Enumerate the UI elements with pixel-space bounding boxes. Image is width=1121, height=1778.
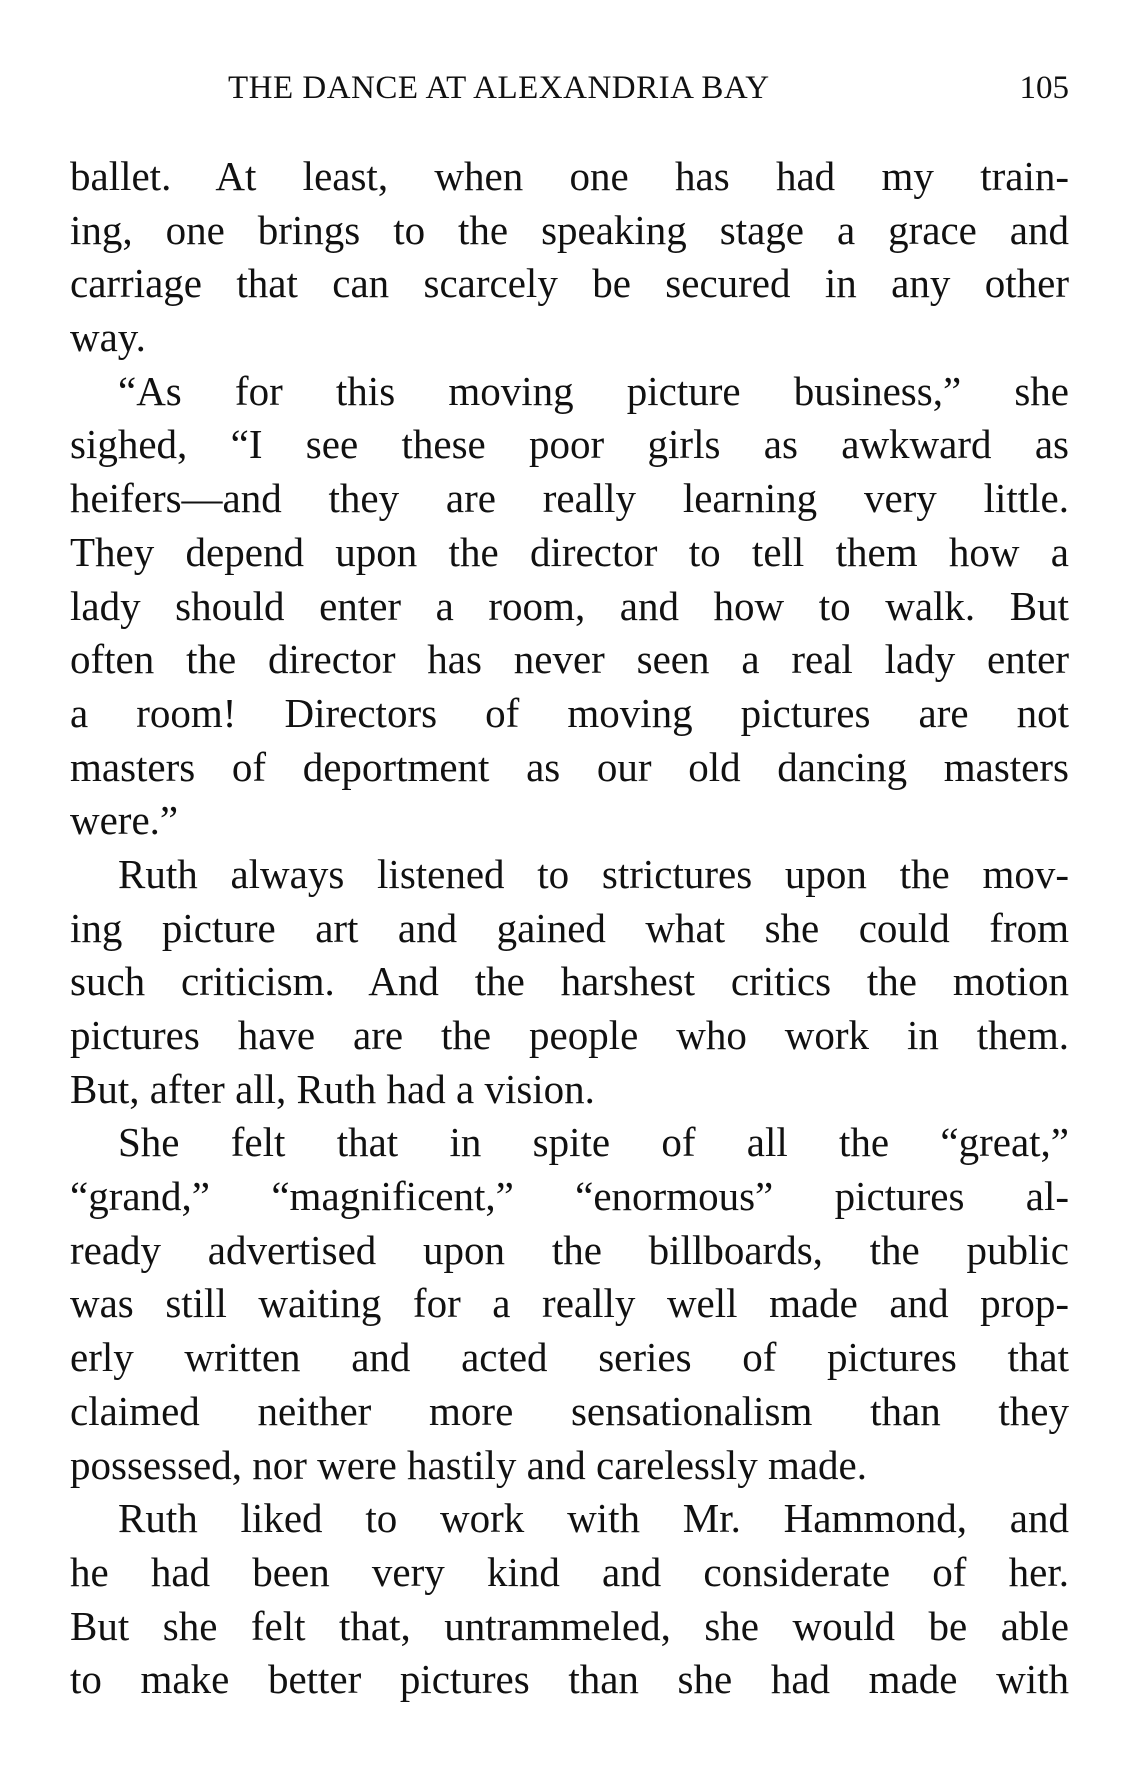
- page-number: 105: [1019, 70, 1069, 106]
- text-line: She felt that in spite of all the “great,”: [118, 1119, 1069, 1166]
- text-line: Ruth always listened to strictures upon the mov-: [118, 850, 1069, 897]
- text-line: Ruth liked to work with Mr. Hammond, and: [118, 1495, 1069, 1542]
- text-line: But, after all, Ruth had a vision.: [70, 1065, 595, 1112]
- text-line: such criticism. And the harshest critics the motion: [70, 958, 1069, 1005]
- text-line: he had been very kind and considerate of her.: [70, 1548, 1069, 1595]
- text-line: “grand,” “magnificent,” “enormous” pictures al-: [70, 1173, 1069, 1220]
- text-line: sighed, “I see these poor girls as awkward as: [70, 421, 1069, 468]
- text-line: way.: [70, 314, 146, 361]
- text-line: were.”: [70, 797, 179, 844]
- text-line: was still waiting for a really well made and prop-: [70, 1280, 1069, 1327]
- text-line: lady should enter a room, and how to walk. But: [70, 582, 1069, 629]
- text-line: ing picture art and gained what she could from: [70, 904, 1069, 951]
- text-line: carriage that can scarcely be secured in any other: [70, 260, 1069, 307]
- running-head: [70, 70, 1069, 110]
- text-line: “As for this moving picture business,” she: [118, 367, 1069, 414]
- running-title: THE DANCE AT ALEXANDRIA BAY: [228, 70, 770, 106]
- text-line: heifers—and they are really learning very little.: [70, 475, 1069, 522]
- text-line: to make better pictures than she had made with: [70, 1656, 1069, 1703]
- text-line: a room! Directors of moving pictures are not: [70, 689, 1069, 736]
- text-line: masters of deportment as our old dancing masters: [70, 743, 1069, 790]
- text-line: pictures have are the people who work in them.: [70, 1012, 1069, 1058]
- text-line: ready advertised upon the billboards, the public: [70, 1226, 1069, 1273]
- text-line: But she felt that, untrammeled, she would be able: [70, 1602, 1069, 1649]
- text-line: ing, one brings to the speaking stage a grace and: [70, 206, 1069, 253]
- text-line: ballet. At least, when one has had my train-: [70, 153, 1069, 199]
- text-line: often the director has never seen a real lady enter: [70, 636, 1069, 683]
- text-line: possessed, nor were hastily and carelessly made.: [70, 1441, 867, 1488]
- text-line: They depend upon the director to tell them how a: [70, 528, 1069, 575]
- text-line: claimed neither more sensationalism than they: [70, 1387, 1069, 1434]
- text-line: erly written and acted series of pictures that: [70, 1334, 1069, 1381]
- body-text: [70, 150, 1069, 1707]
